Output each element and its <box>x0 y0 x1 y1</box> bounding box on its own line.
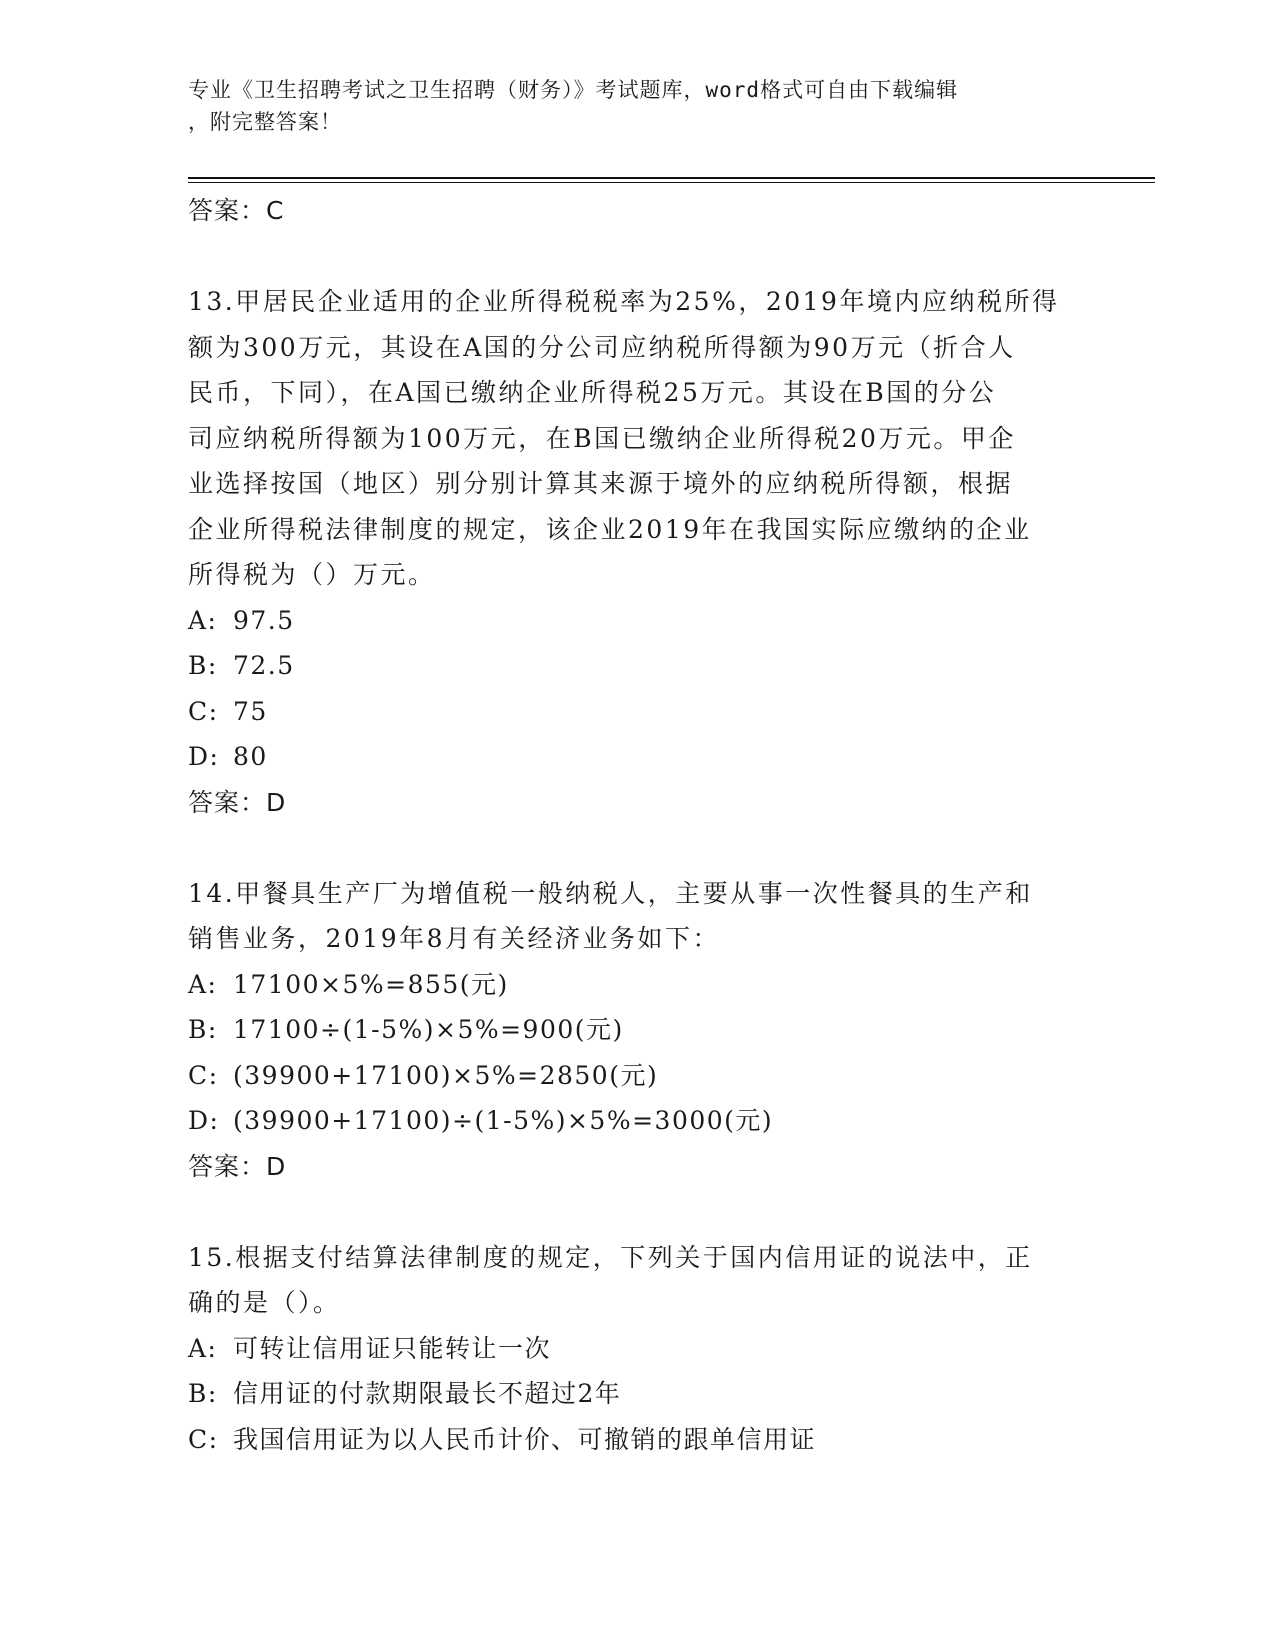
answer-value: D <box>266 1151 287 1181</box>
option-letter: A: <box>188 605 218 635</box>
option-text: 17100÷(1-5%)×5%=900(元) <box>233 1015 624 1044</box>
option-text: 信用证的付款期限最长不超过2年 <box>233 1379 622 1408</box>
question-13 <box>188 279 1088 825</box>
spacer <box>188 825 1088 871</box>
option-letter: B: <box>188 1015 218 1044</box>
question-line: 15.根据支付结算法律制度的规定，下列关于国内信用证的说法中，正 <box>188 1242 1033 1272</box>
question-stem <box>188 279 1088 598</box>
question-line: 确的是（）。 <box>188 1288 341 1317</box>
answer-line <box>188 1144 1088 1189</box>
answer-label: 答案： <box>188 196 267 225</box>
question-line: 民币，下同），在A国已缴纳企业所得税25万元。其设在B国的分公 <box>188 378 997 407</box>
question-line: 企业所得税法律制度的规定，该企业2019年在我国实际应缴纳的企业 <box>188 514 1032 544</box>
header-line-1: 专业《卫生招聘考试之卫生招聘（财务）》考试题库，word格式可自由下载编辑 <box>188 78 959 102</box>
question-line: 额为300万元，其设在A国的分公司应纳税所得额为90万元（折合人 <box>188 332 1016 362</box>
option-letter: B: <box>188 651 218 680</box>
question-line: 所得税为（）万元。 <box>188 560 436 589</box>
answer-line-prev <box>188 188 1088 233</box>
page-header <box>188 74 1068 138</box>
option-letter: A: <box>188 969 218 999</box>
option-b <box>188 643 1088 689</box>
answer-label: 答案： <box>188 1151 267 1181</box>
option-c <box>188 1417 1088 1463</box>
option-letter: A: <box>188 1333 218 1363</box>
question-line: 13.甲居民企业适用的企业所得税税率为25%，2019年境内应纳税所得 <box>188 287 1060 316</box>
option-text: (39900+17100)÷(1-5%)×5%=3000(元) <box>233 1106 774 1135</box>
option-b <box>188 1371 1088 1417</box>
spacer <box>188 233 1088 279</box>
option-letter: C: <box>188 1060 219 1090</box>
option-a <box>188 962 1088 1008</box>
document-body <box>188 188 1088 1462</box>
option-c <box>188 1053 1088 1099</box>
option-text: (39900+17100)×5%=2850(元) <box>233 1060 659 1090</box>
option-c <box>188 689 1088 735</box>
option-d <box>188 734 1088 780</box>
option-text: 可转让信用证只能转让一次 <box>233 1333 552 1363</box>
option-d <box>188 1098 1088 1144</box>
header-divider-thick <box>188 177 1155 179</box>
option-a <box>188 1326 1088 1372</box>
question-stem <box>188 871 1088 962</box>
option-a <box>188 598 1088 644</box>
option-text: 75 <box>233 696 268 726</box>
option-b <box>188 1007 1088 1053</box>
question-line: 销售业务，2019年8月有关经济业务如下： <box>188 924 721 953</box>
option-letter: D: <box>188 1106 220 1135</box>
option-text: 80 <box>233 742 268 771</box>
option-letter: C: <box>188 1424 219 1454</box>
answer-label: 答案： <box>188 787 267 817</box>
question-line: 司应纳税所得额为100万元，在B国已缴纳企业所得税20万元。甲企 <box>188 423 1016 453</box>
option-letter: D: <box>188 742 220 771</box>
option-text: 我国信用证为以人民币计价、可撤销的跟单信用证 <box>233 1424 817 1454</box>
option-text: 97.5 <box>233 605 295 635</box>
answer-line <box>188 780 1088 825</box>
option-text: 72.5 <box>233 651 295 680</box>
answer-value: C <box>266 196 285 225</box>
header-divider-thin <box>188 182 1155 183</box>
option-text: 17100×5%=855(元) <box>233 969 509 999</box>
question-15 <box>188 1235 1088 1463</box>
question-stem <box>188 1235 1088 1326</box>
answer-value: D <box>266 787 287 817</box>
option-letter: C: <box>188 696 219 726</box>
spacer <box>188 1189 1088 1235</box>
question-line: 业选择按国（地区）别分别计算其来源于境外的应纳税所得额，根据 <box>188 469 1014 498</box>
header-line-2: ，附完整答案！ <box>188 110 342 134</box>
question-14 <box>188 871 1088 1189</box>
question-line: 14.甲餐具生产厂为增值税一般纳税人，主要从事一次性餐具的生产和 <box>188 878 1033 908</box>
option-letter: B: <box>188 1379 218 1408</box>
